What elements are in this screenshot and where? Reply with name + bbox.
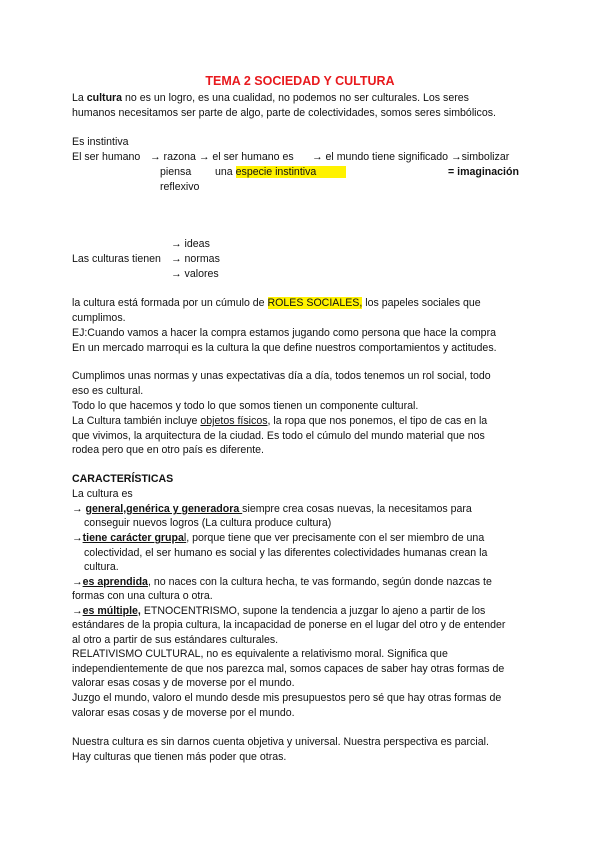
normas-line-1: Cumplimos unas normas y unas expectativas día a día, todos tenemos un rol social, todo [72, 370, 491, 382]
instintiva-heading: Es instintiva [72, 136, 129, 148]
culturas-ideas: → ideas [171, 238, 210, 250]
char-2-term-tail: l [183, 532, 187, 544]
char-1-rest: siempre crea cosas nuevas, la necesitamos para [242, 503, 472, 515]
arrow-icon: → [72, 503, 86, 515]
relativismo-line-1: RELATIVISMO CULTURAL, no es equivalente a relativismo moral. Significa que [72, 648, 448, 660]
char-4-term: es múltiple, [82, 605, 141, 617]
char-2-rest: , porque tiene que ver precisamente con el ser miembro de una [186, 532, 485, 544]
instintiva-row3: reflexivo [160, 181, 200, 193]
highlight-especie-instintiva: especie instintiva [236, 166, 347, 178]
normas-line-6: rodea pero que en otro país es diferente. [72, 444, 264, 456]
char-4-line-2: estándares de la propia cultura, la incapacidad de ponerse en el lugar del otro y de entender [72, 619, 506, 631]
arrow-icon: → [72, 532, 83, 544]
char-4-rest: ETNOCENTRISMO, supone la tendencia a juzgar lo ajeno a partir de los [140, 605, 486, 617]
instintiva-row2-b-plain: una [215, 166, 236, 178]
char-4-line-1 [72, 604, 485, 618]
arrow-icon: → [72, 605, 83, 617]
intro-line-1 [72, 91, 469, 105]
char-2-term: tiene carácter grupa [82, 532, 184, 544]
char-3-rest: , no naces con la cultura hecha, te vas formando, según donde nazcas te [147, 576, 492, 588]
final-line-1: Nuestra cultura es sin darnos cuenta objetiva y universal. Nuestra perspectiva es parcial. [72, 736, 489, 748]
char-3-term: es aprendida [82, 576, 148, 588]
roles-line-2: cumplimos. [72, 312, 126, 324]
roles-line-1 [72, 296, 481, 310]
underlined-objetos-fisicos: objetos físicos [200, 415, 268, 427]
char-2-line-3: cultura. [84, 561, 119, 573]
roles-line-4: En un mercado marroqui es la cultura la que define nuestros comportamientos y actitudes. [72, 342, 497, 354]
char-2-line-1 [72, 531, 484, 545]
intro-line-2: humanos necesitamos ser parte de algo, parte de colectividades, somos seres simbólicos. [72, 107, 496, 119]
instintiva-row1-c: → el mundo tiene significado →simbolizar [312, 151, 510, 163]
instintiva-row1-a: El ser humano [72, 151, 141, 163]
char-3-line-1 [72, 575, 492, 589]
relativismo-line-3: valorar esas cosas y de moverse por el mundo. [72, 677, 295, 689]
char-3-line-2: formas con una cultura o otra. [72, 590, 213, 602]
juzgo-line-2: valorar esas cosas y de moverse por el mundo. [72, 707, 295, 719]
culturas-valores: → valores [171, 268, 219, 280]
roles-l1-post: los papeles sociales que [362, 297, 481, 309]
arrow-icon: → [72, 576, 83, 588]
normas-l4-post: , la ropa que nos ponemos, el tipo de cas en la [267, 415, 488, 427]
roles-l1-pre: la cultura está formada por un cúmulo de [72, 297, 268, 309]
char-1-term: general,genérica y generadora [85, 503, 243, 515]
intro-prefix: La [72, 92, 87, 104]
final-line-2: Hay culturas que tienen más poder que otras. [72, 751, 287, 763]
relativismo-line-2: independientemente de que nos parezca mal, somos capaces de saber hay otras formas de [72, 663, 505, 675]
instintiva-row1-b: → razona → el ser humano es [150, 151, 294, 163]
caracteristicas-intro: La cultura es [72, 488, 133, 500]
char-4-line-3: al otro a partir de sus estándares culturales. [72, 634, 279, 646]
char-1-line-1 [72, 502, 472, 516]
intro-rest: no es un logro, es una cualidad, no podemos no ser culturales. Los seres [122, 92, 469, 104]
highlight-roles-sociales: ROLES SOCIALES, [267, 297, 363, 309]
culturas-normas: → normas [171, 253, 220, 265]
normas-line-4 [72, 414, 487, 428]
normas-line-3: Todo lo que hacemos y todo lo que somos tienen un componente cultural. [72, 400, 419, 412]
intro-bold-word: cultura [86, 92, 123, 104]
normas-l4-pre: La Cultura también incluye [72, 415, 201, 427]
page-title: TEMA 2 SOCIEDAD Y CULTURA [205, 74, 395, 88]
caracteristicas-heading: CARACTERÍSTICAS [72, 473, 174, 485]
normas-line-5: que vivimos, la arquitectura de la ciudad. Es todo el cúmulo del mundo material que nos [72, 430, 485, 442]
juzgo-line-1: Juzgo el mundo, valoro el mundo desde mis presupuestos pero sé que hay otras formas de [72, 692, 502, 704]
roles-line-3: EJ:Cuando vamos a hacer la compra estamos jugando como persona que hace la compra [72, 327, 496, 339]
instintiva-row2-a: piensa [160, 166, 192, 178]
char-2-line-2: colectividad, el ser humano es social y las diferentes colectividades humanas crean la [84, 547, 488, 559]
instintiva-row2-b [215, 165, 346, 179]
char-1-line-2: conseguir nuevos logros (La cultura produce cultura) [84, 517, 332, 529]
culturas-label: Las culturas tienen [72, 253, 161, 265]
normas-line-2: eso es cultural. [72, 385, 144, 397]
instintiva-row2-c: = imaginación [448, 166, 519, 178]
